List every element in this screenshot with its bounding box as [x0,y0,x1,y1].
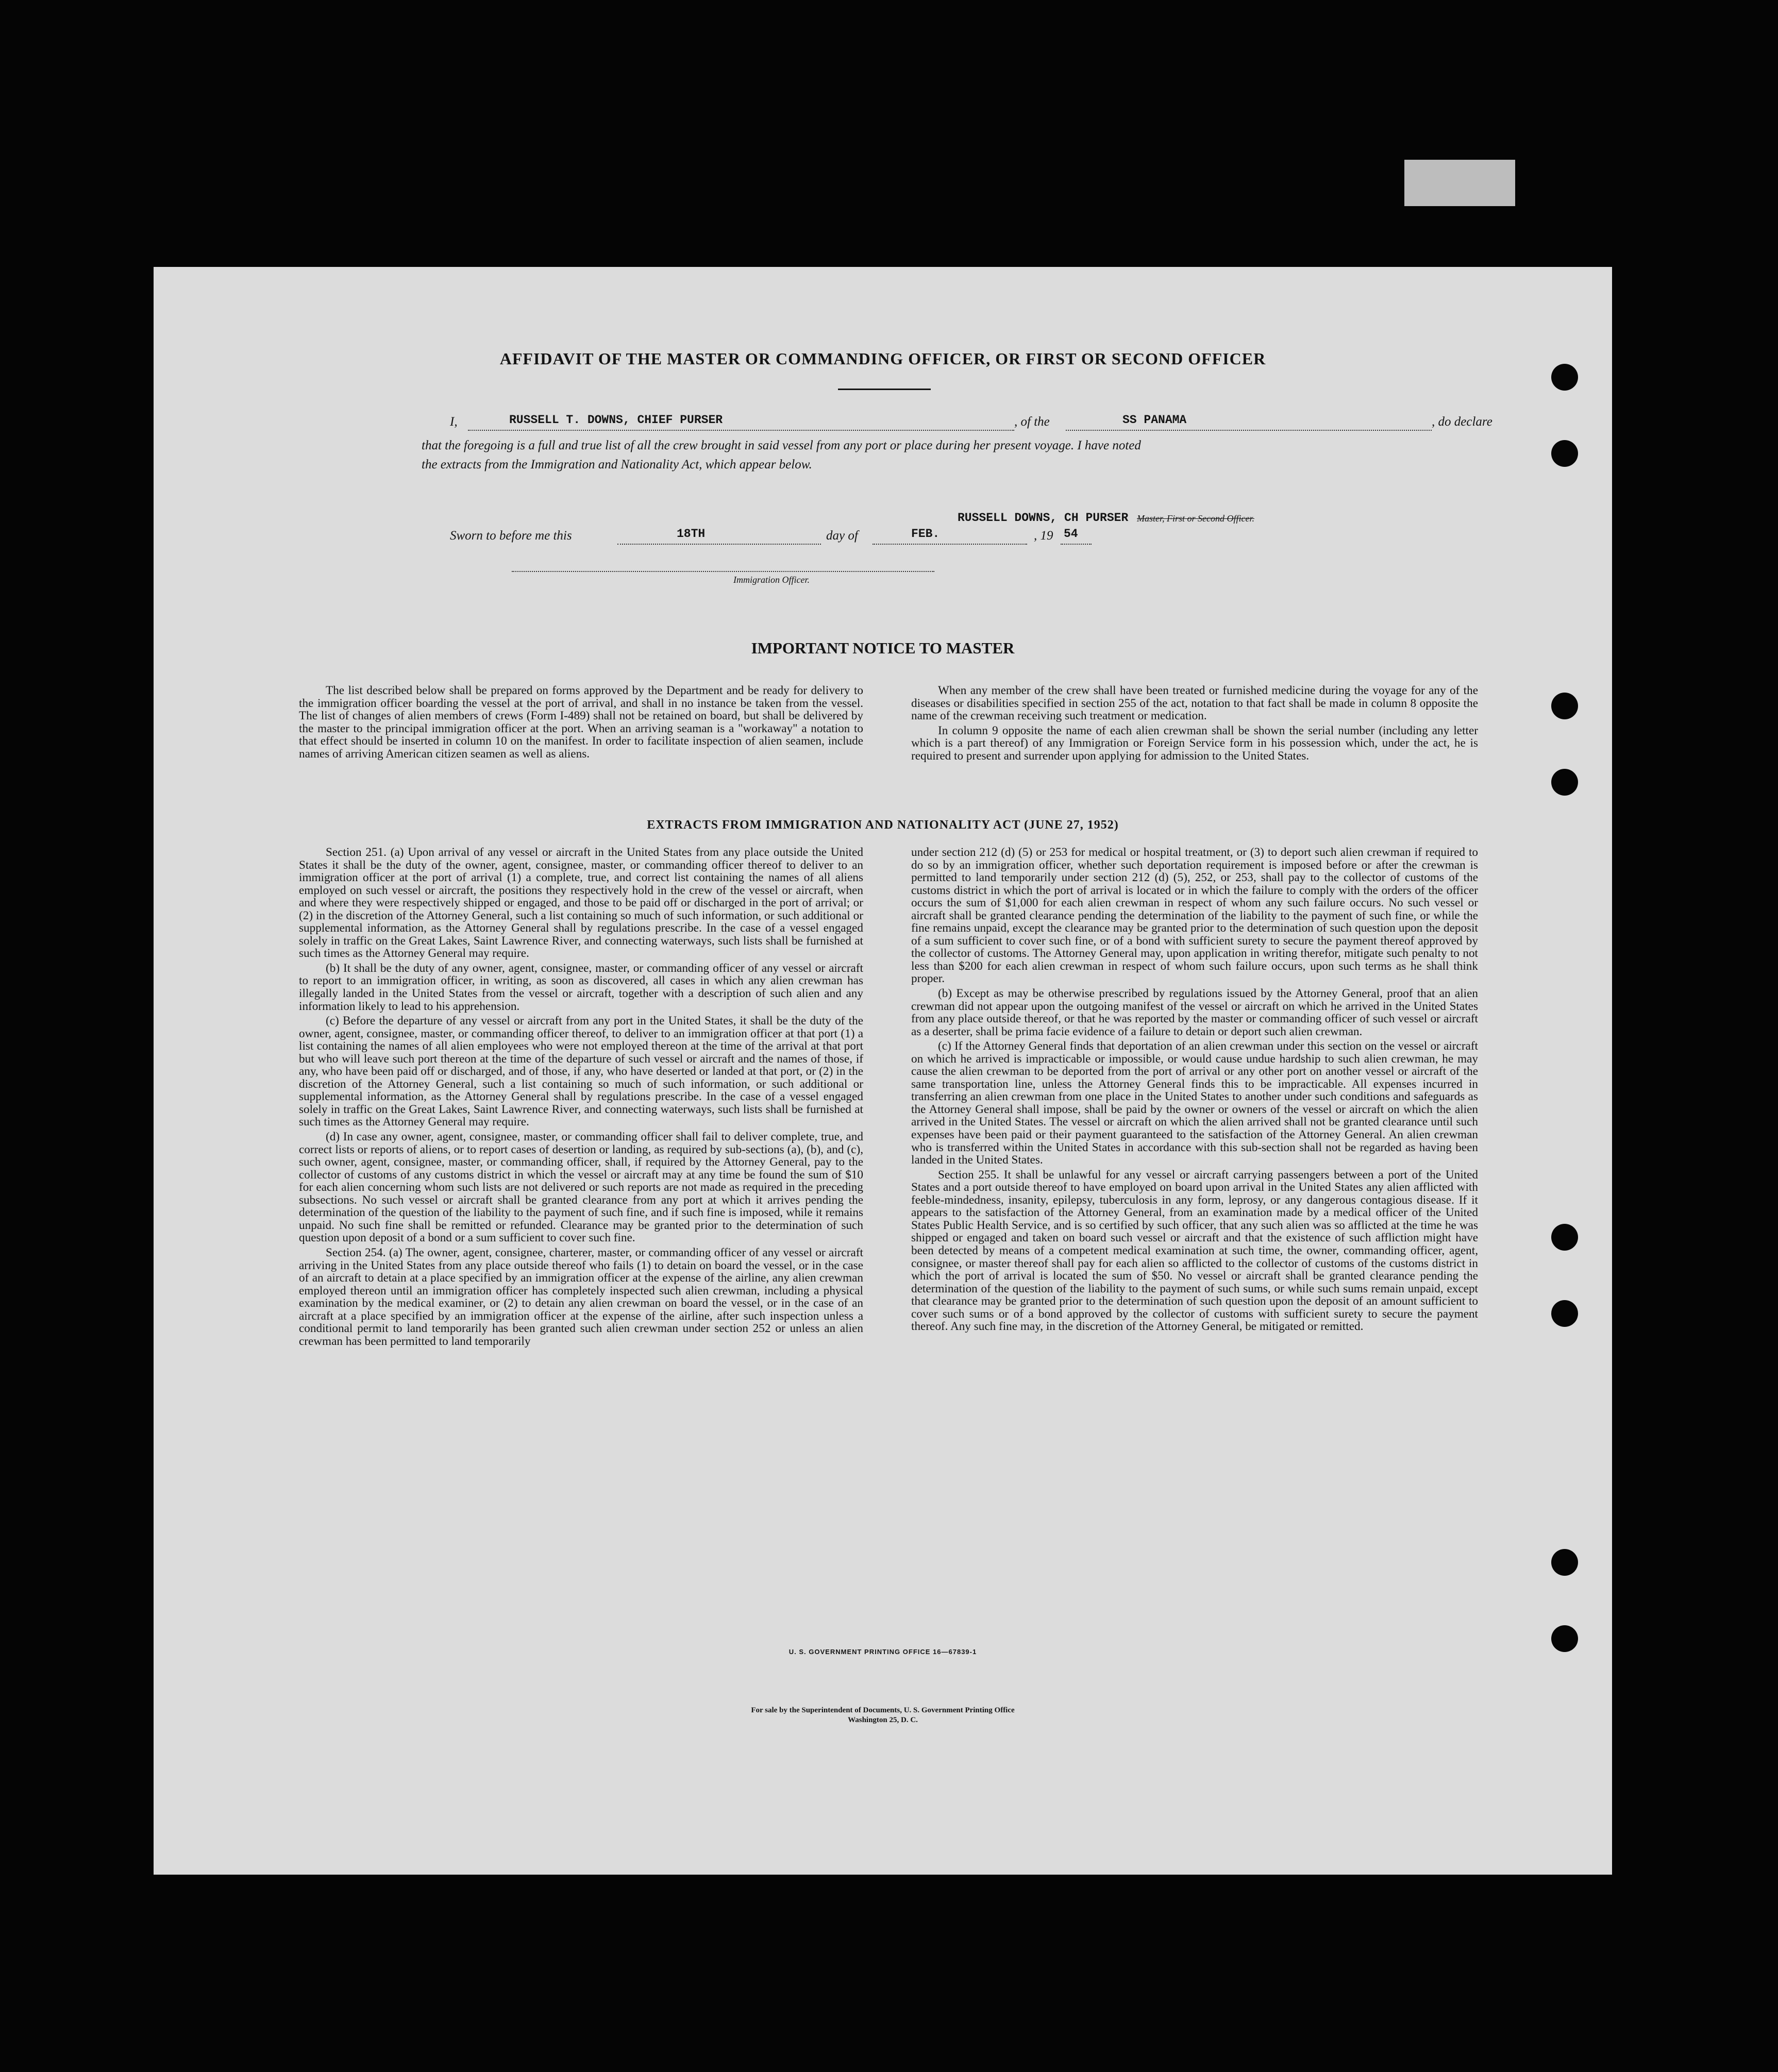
film-label-tab [1404,160,1515,206]
year-value: 54 [1064,527,1078,541]
signature-value: RUSSELL DOWNS, CH PURSER [958,511,1129,525]
notice-right-paragraph-1: When any member of the crew shall have been treated or furnished medicine during the voyage for any of the diseases or disabilities specified in section 255 of the act, notation to that fact shall be made in column 8 opposite the name of the crewman receiving such treatment or medication. [911,684,1478,723]
extracts-left-column [299,846,863,1347]
vessel-name: SS PANAMA [1122,413,1187,427]
gpo-imprint: U. S. GOVERNMENT PRINTING OFFICE 16—67839-1 [789,1648,977,1656]
officer-signature-line [512,571,934,572]
affidavit-text-line-1: that the foregoing is a full and true list of all the crew brought in said vessel from any port or place during her present voyage. I have noted [422,439,1141,452]
signature-label: Master, First or Second Officer. [1137,513,1254,524]
declare-label: , do declare [1432,415,1492,429]
notice-right-column [911,684,1478,762]
notice-left-column [299,684,863,760]
extracts-title: EXTRACTS FROM IMMIGRATION AND NATIONALITY ACT (JUNE 27, 1952) [647,818,1119,832]
section-251-d: (d) In case any owner, agent, consignee, master, or commanding officer shall fail to deliver complete, true, and correct lists or reports of aliens, or to report cases of desertion or landing, as required by sub-sections (a), (b), and (c), such owner, agent, consignee, master, or commanding officer, shall, if required by the Attorney General, pay to the collector of customs of any customs district in which the vessel or aircraft may at any time be found the sum of $10 for each alien concerning whom such lists are not delivered or such reports are not made as required in the preceding subsections. No such vessel or aircraft shall be granted clearance from any port at which it arrives pending the determination of the question of the liability to the payment of such fine, and if such fine is imposed, while it remains unpaid. No such fine shall be remitted or refunded. Clearance may be granted prior to the determination of such question upon deposit of a bond or a sum sufficient to cover such fine. [299,1130,863,1245]
affidavit-i-label: I, [450,415,458,429]
month-line [873,544,1027,545]
section-251-c: (c) Before the departure of any vessel or aircraft from any port in the United States, it shall be the duty of the owner, agent, consignee, master, or commanding officer thereof, to deliver to an immigration officer at that port (1) a list containing the names of all alien employees who were not employed thereon at the time of the arrival at that port but who will leave such port thereon at the time of the departure of such vessel or aircraft and the names of those, if any, who have been paid off or discharged, and of those, if any, who have deserted or landed at that port, or (2) in the discretion of the Attorney General, such a list containing so much of such information, or such additional or supplemental information, as the Attorney General shall by regulations prescribe. In the case of a vessel engaged solely in traffic on the Great Lakes, Saint Lawrence River, and connecting waterways, such lists shall be furnished at such times as the Attorney General may require. [299,1014,863,1129]
notice-left-paragraph: The list described below shall be prepared on forms approved by the Department and be ready for delivery to the immigration officer boarding the vessel at the port of arrival, and shall in no instance be taken from the vessel. The list of changes of alien members of crews (Form I-489) shall not be retained on board, but shall be delivered by the master to the principal immigration officer at the port. When an arriving seaman is a "workaway" a notation to that effect should be inserted in column 10 on the manifest. In order to facilitate inspection of alien seamen, include names of arriving American citizen seamen as well as aliens. [299,684,863,761]
extracts-right-column [911,846,1478,1333]
day-value: 18TH [677,527,706,541]
day-of-label: day of [826,529,858,543]
notice-title: IMPORTANT NOTICE TO MASTER [751,639,1015,657]
vessel-line [1066,430,1432,431]
month-value: FEB. [911,527,940,541]
punch-hole [1551,1224,1578,1251]
section-254-a: Section 254. (a) The owner, agent, consignee, charterer, master, or commanding officer of any vessel or aircraft arriving in the United States from any place outside thereof who fails (1) to detain on board the vessel, or in the case of an aircraft to detain at a place specified by an immigration officer at the expense of the airline, any alien crewman employed thereon until an immigration officer has completely inspected such alien crewman, including a physical examination by the medical examiner, or (2) to detain any alien crewman on board the vessel, or in the case of an aircraft at a place specified by an immigration officer at the expense of the airline, after such inspection unless a conditional permit to land temporarily has been granted such alien crewman under section 252 or unless an alien crewman has been permitted to land temporarily [299,1245,863,1348]
year-prefix: , 19 [1034,529,1053,543]
section-251-a: Section 251. (a) Upon arrival of any vessel or aircraft in the United States from any place outside the United States it shall be the duty of the owner, agent, consignee, master, or commanding officer thereof to deliver to an immigration officer at the port of arrival (1) a complete, true, and correct list containing the names of all aliens employed on such vessel or aircraft, the positions they respectively hold in the crew of the vessel or aircraft, when and where they were respectively shipped or engaged, and those to be paid off or discharged in the port of arrival; or (2) in the discretion of the Attorney General, such a list containing so much of such information, or such additional or supplemental information, as the Attorney General shall by regulations prescribe. In the case of a vessel engaged solely in traffic on the Great Lakes, Saint Lawrence River, and connecting waterways, such lists shall be furnished at such times as the Attorney General may require. [299,846,863,961]
notice-right-paragraph-2: In column 9 opposite the name of each alien crewman shall be shown the serial number (including any letter which is a part thereof) of any Immigration or Foreign Service form in his possession which, under the act, he is required to present and surrender upon applying for admission to the United States. [911,723,1478,763]
officer-label: Immigration Officer. [733,575,810,585]
section-254-b: (b) Except as may be otherwise prescribed by regulations issued by the Attorney General, proof that an alien crewman did not appear upon the outgoing manifest of the vessel or aircraft on which he arrived in the United States from any place outside thereof, or that he was reported by the master or commanding officer of such vessel or aircraft as a deserter, shall be prima facie evidence of a failure to detain or deport such alien crewman. [911,987,1478,1038]
affidavit-title: AFFIDAVIT OF THE MASTER OR COMMANDING OFFICER, OR FIRST OR SECOND OFFICER [499,349,1266,368]
declarant-name: RUSSELL T. DOWNS, CHIEF PURSER [509,413,723,427]
sale-notice [154,1706,1612,1725]
of-the-label: , of the [1014,415,1050,429]
document-page [154,267,1612,1875]
punch-hole [1551,693,1578,719]
punch-hole [1551,769,1578,796]
title-rule [838,389,931,390]
affidavit-text-line-2: the extracts from the Immigration and Nationality Act, which appear below. [422,458,812,471]
sale-line-2: Washington 25, D. C. [848,1716,918,1724]
name-line [468,430,1014,431]
punch-hole [1551,1300,1578,1327]
section-251-b: (b) It shall be the duty of any owner, agent, consignee, master, or commanding officer of any vessel or aircraft to report to an immigration officer, in writing, as soon as discovered, all cases in which any alien crewman has illegally landed in the United States from the vessel or aircraft, together with a description of such alien and any information likely to lead to his apprehension. [299,961,863,1013]
sale-line-1: For sale by the Superintendent of Documents, U. S. Government Printing Office [751,1706,1015,1714]
punch-hole [1551,440,1578,467]
section-254-a-continued: under section 212 (d) (5) or 253 for medical or hospital treatment, or (3) to deport such alien crewman if required to do so by an immigration officer, whether such deportation requirement is imposed before or after the crewman is permitted to land temporarily under section 212 (d) (5), 252, or 253, shall pay to the collector of customs of the customs district in which the port of arrival is located or in which the failure to comply with the orders of the officer occurs the sum of $1,000 for each alien crewman in respect of whom any such failure occurs. No such vessel or aircraft shall be granted clearance pending the determination of the liability to the payment of such fine, or while the fine remains unpaid, except the clearance may be granted prior to the determination of such question upon the deposit of a sum sufficient to cover such fine, or of a bond with sufficient surety to secure the payment thereof approved by the collector of customs. The Attorney General may, upon application in writing therefor, mitigate such penalty to not less than $200 for each alien crewman in respect of whom such failure occurs, upon such terms as he shall think proper. [911,846,1478,986]
sworn-label: Sworn to before me this [450,529,572,543]
year-line [1061,544,1092,545]
day-line [617,544,821,545]
punch-hole [1551,1549,1578,1576]
section-255: Section 255. It shall be unlawful for any vessel or aircraft carrying passengers between a port of the United States and a port outside thereof to have employed on board upon arrival in the United States any alien afflicted with feeble-mindedness, insanity, epilepsy, tuberculosis in any form, leprosy, or any dangerous contagious disease. If it appears to the satisfaction of the Attorney General, from an examination made by a medical officer of the United States Public Health Service, and is so certified by such officer, that any such alien was so afflicted at the time he was shipped or engaged and taken on board such vessel or aircraft and that the existence of such affliction might have been detected by means of a competent medical examination at such time, the owner, commanding officer, agent, consignee, or master thereof shall pay for each alien so afflicted to the collector of customs of the customs district in which the port of arrival is located the sum of $50. No vessel or aircraft shall be granted clearance pending the determination of the question of the liability to the payment of such sums, or while such sums remain unpaid, except that clearance may be granted prior to the determination of such question upon the deposit of an amount sufficient to cover such sums or of a bond approved by the collector of customs with sufficient surety to secure the payment thereof. Any such fine may, in the discretion of the Attorney General, be mitigated or remitted. [911,1168,1478,1334]
section-254-c: (c) If the Attorney General finds that deportation of an alien crewman under this section on the vessel or aircraft on which he arrived is impracticable or impossible, or would cause undue hardship to such alien crewman, he may cause the alien crewman to be deported from the port of arrival or any other port on another vessel or aircraft of the same transportation line, unless the Attorney General finds this to be impracticable. All expenses incurred in transferring an alien crewman from one place in the United States to another under such conditions and safeguards as the Attorney General shall impose, shall be paid by the owner or owners of the vessel or aircraft on which the alien arrived in the United States. The vessel or aircraft on which the alien arrived shall not be granted clearance until such expenses have been paid or their payment guaranteed to the satisfaction of the Attorney General. An alien crewman who is transferred within the United States in accordance with this sub-section shall not be regarded as having been landed in the United States. [911,1039,1478,1167]
